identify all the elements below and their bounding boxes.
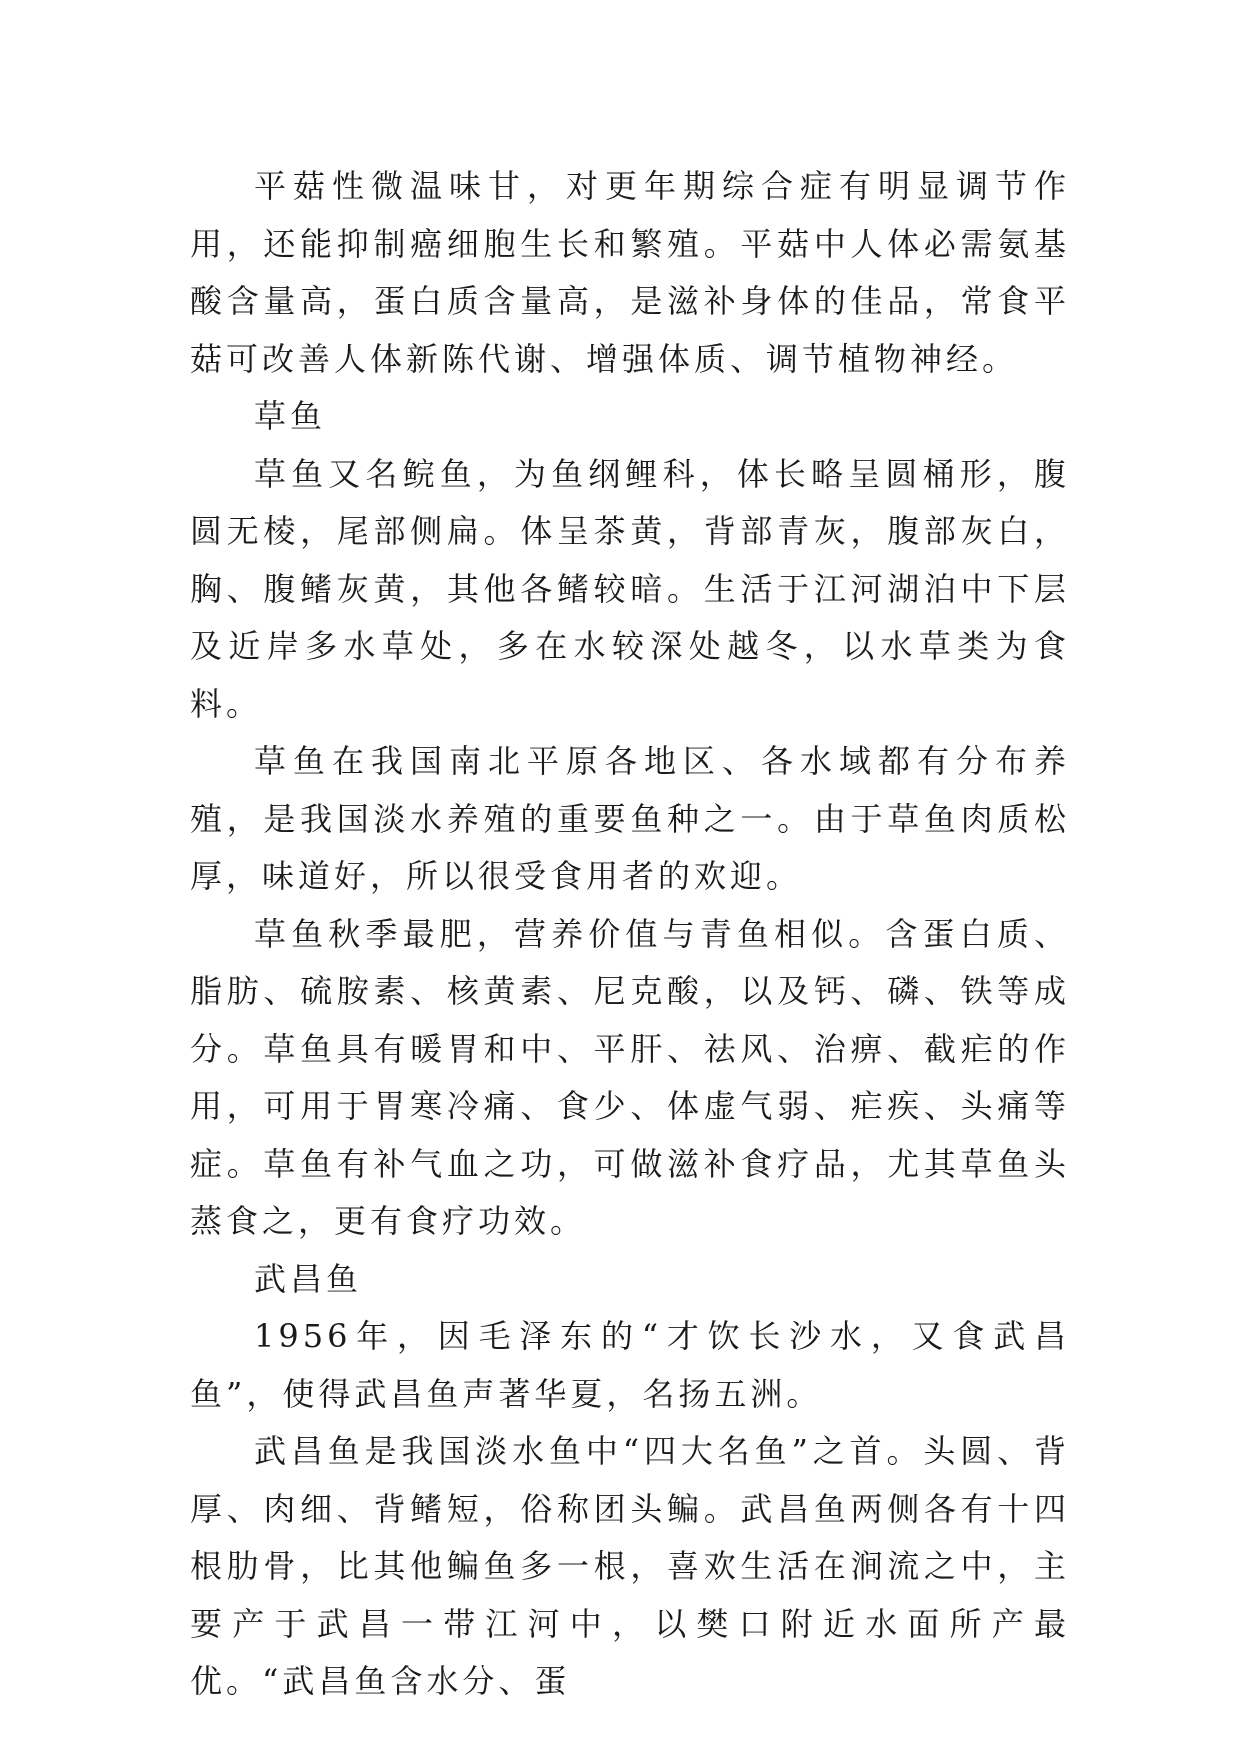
paragraph-caoyu-intro: 草鱼又名鲩鱼，为鱼纲鲤科，体长略呈圆桶形，腹圆无棱，尾部侧扁。体呈茶黄，背部青灰，腹部灰白，胸、腹鳍灰黄，其他各鳍较暗。生活于江河湖泊中下层及近岸多水草处，多在水较深处越冬，以水草类为食料。	[190, 454, 1070, 723]
paragraph-wuchangyu-history: 1956年，因毛泽东的“才饮长沙水，又食武昌鱼”，使得武昌鱼声著华夏，名扬五洲。	[190, 1317, 1070, 1413]
paragraph-pinggu: 平菇性微温味甘，对更年期综合症有明显调节作用，还能抑制癌细胞生长和繁殖。平菇中人体必需氨基酸含量高，蛋白质含量高，是滋补身体的佳品，常食平菇可改善人体新陈代谢、增强体质、调节植物神经。	[190, 167, 1070, 378]
section-heading-wuchangyu: 武昌鱼	[254, 1259, 363, 1298]
paragraph-caoyu-nutrition: 草鱼秋季最肥，营养价值与青鱼相似。含蛋白质、脂肪、硫胺素、核黄素、尼克酸，以及钙、磷、铁等成分。草鱼具有暖胃和中、平肝、祛风、治痹、截疟的作用，可用于胃寒冷痛、食少、体虚气弱、疟疾、头痛等症。草鱼有补气血之功，可做滋补食疗品，尤其草鱼头蒸食之，更有食疗功效。	[190, 914, 1070, 1240]
section-heading-caoyu: 草鱼	[254, 397, 327, 435]
paragraph-wuchangyu-description: 武昌鱼是我国淡水鱼中“四大名鱼”之首。头圆、背厚、肉细、背鳍短，俗称团头鳊。武昌鱼两侧各有十四根肋骨，比其他鳊鱼多一根，喜欢生活在涧流之中，主要产于武昌一带江河中，以樊口附近水面所产最优。“武昌鱼含水分、蛋	[190, 1432, 1070, 1700]
paragraph-caoyu-distribution: 草鱼在我国南北平原各地区、各水域都有分布养殖，是我国淡水养殖的重要鱼种之一。由于草鱼肉质松厚，味道好，所以很受食用者的欢迎。	[190, 742, 1070, 895]
document-body	[190, 158, 1070, 1711]
